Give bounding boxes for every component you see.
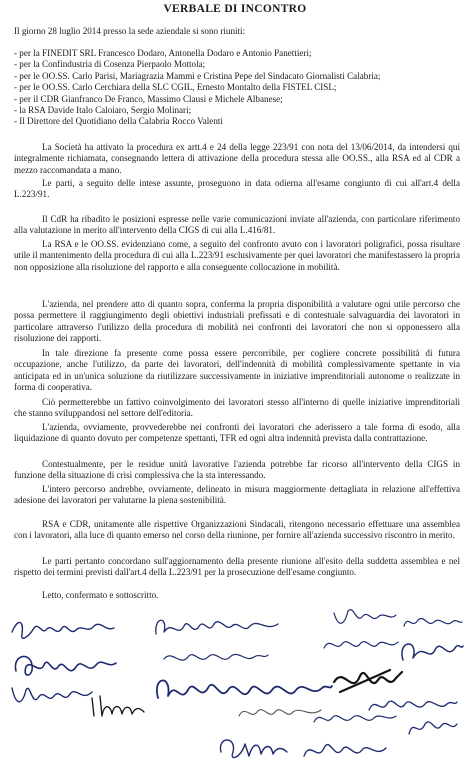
paragraph: La RSA e le OO.SS. evidenziano come, a seguito del confronto avuto con i lavoratori poligrafici, possa risultare utile il mantenimento della procedura di cui alla L.223/91 esclusivamente per quei lavoratori che manifestassero la propria non opposizione alla risoluzione del rapporto e alla conseguente collocazione in mobilità. xyxy=(14,239,460,272)
signature xyxy=(330,603,400,629)
paragraph: Il CdR ha ribadito le posizioni espresse nelle varie comunicazioni inviate all'azienda, con particolare riferimento alla valutazione in merito all'intervento della CIGS di cui alla L.416/81. xyxy=(14,214,460,236)
signature xyxy=(400,610,464,634)
paragraph: RSA e CDR, unitamente alle rispettive Organizzazioni Sindacali, ritengono necessario effettuare una assemblea con i lavoratori, alla luce di quanto emerso nel corso della riunione, per fornire all'azienda successivo riscontro in merito. xyxy=(14,519,460,541)
paragraph: L'azienda, ovviamente, provvederebbe nei confronti dei lavoratori che aderissero a tale forma di esodo, alla liquidazione di quanto dovuto per competenze spettanti, TFR ed ogni altra indennità prevista dalla contrattazione. xyxy=(14,422,460,444)
attendee-item: - per la FINEDIT SRL Francesco Dodaro, Antonella Dodaro e Antonio Panettieri; xyxy=(14,48,312,58)
signature xyxy=(8,678,98,712)
paragraph: Le parti pertanto concordano sull'aggiornamento della presente riunione all'esito della suddetta assemblea e nel rispetto dei termini previsti dall'art.4 della L.223/91 per la prosecuzione dell'esame congiunto. xyxy=(14,556,460,578)
attendee-item: - per le OO.SS. Carlo Cerchiara della SLC CGIL, Ernesto Montalto della FISTEL CISL; xyxy=(14,82,337,93)
signature xyxy=(215,732,290,762)
closing-line: Letto, confermato e sottoscritto. xyxy=(42,590,159,600)
paragraph: L'azienda, nel prendere atto di quanto sopra, conferma la propria disponibilità a valutare ogni utile percorso che possa permettere il raggiungimento degli obiettivi industriali prefissati e di contestuale salvaguardia dei lavoratori in particolare attraverso l'utilizzo della procedura di mobilità nei confronti dei lavoratori che non si opponessero alla risoluzione dei rapporti. xyxy=(14,299,460,344)
attendee-item: - la RSA Davide Italo Caloiaro, Sergio Molinari; xyxy=(14,105,192,116)
signature xyxy=(395,632,465,668)
attendee-item: - per le OO.SS. Carlo Parisi, Mariagrazia Mammì e Cristina Pepe del Sindacato Giornalisti Calabria; xyxy=(14,70,381,81)
signature xyxy=(405,712,460,742)
attendee-item: - per il CDR Gianfranco De Franco, Massimo Clausi e Michele Albanese; xyxy=(14,93,283,104)
intro-line: Il giorno 28 luglio 2014 presso la sede aziendale si sono riuniti: xyxy=(14,26,246,36)
paragraph: La Società ha attivato la procedura ex artt.4 e 24 della legge 223/91 con nota del 13/06/2014, da intendersi qui integralmente richiamata, consegnando lettera di attivazione della procedura stessa alle OO.SS., alla RSA ed al CDR a mezzo raccomandata a mano. xyxy=(14,142,460,175)
signature xyxy=(300,732,390,766)
paragraph: Contestualmente, per le residue unità lavorative l'azienda potrebbe far ricorso all'intervento della CIGS in funzione della situazione di crisi complessiva che la sta interessando. xyxy=(14,459,460,481)
signature xyxy=(150,610,285,644)
attendee-item: - per la Confindustria di Cosenza Pierpaolo Mottola; xyxy=(14,59,206,70)
attendees-list xyxy=(14,48,460,128)
paragraph: Le parti, a seguito delle intese assunte, proseguono in data odierna all'esame congiunto di cui all'art.4 della L.223/91. xyxy=(14,178,460,200)
paragraph: L'intero percorso andrebbe, ovviamente, delineato in misura maggiormente dettagliata in relazione all'effettiva adesione dei lavoratori per valutarne la piena sostenibilità. xyxy=(14,484,460,506)
signature xyxy=(310,706,400,732)
signature xyxy=(88,690,148,720)
paragraph: In tale direzione fa presente come possa essere percorribile, per cogliere concrete possibilità di futura occupazione, anche l'utilizzo, da parte dei lavoratori, dell'indennità di mobilità complessivamente spettante in via anticipata ed in un'unica soluzione da riutilizzare successivamente in iniziative imprenditoriali autonome o realizzate in forma di cooperativa. xyxy=(14,348,460,393)
paragraph: Ciò permetterebbe un fattivo coinvolgimento dei lavoratori stesso all'interno di quelle iniziative imprenditoriali che stanno sviluppandosi nel settore dell'editoria. xyxy=(14,397,460,419)
attendee-item: - Il Direttore del Quotidiano della Calabria Rocco Valenti xyxy=(14,116,223,127)
signature xyxy=(320,630,400,658)
document-title: VERBALE DI INCONTRO xyxy=(163,3,307,15)
